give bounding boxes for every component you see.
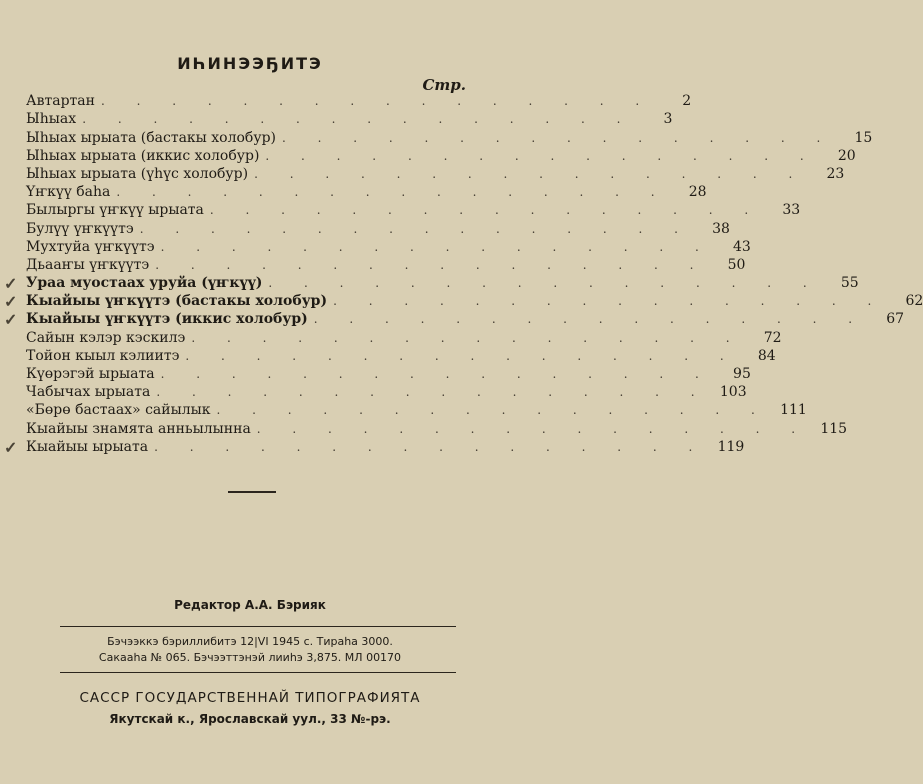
toc-entry-title: Кыайыы знамята анньылынна bbox=[26, 420, 251, 437]
toc-row bbox=[4, 274, 859, 294]
dot-leader: . . . . . . . . . . . . . . . . bbox=[139, 221, 692, 236]
toc-row bbox=[26, 110, 673, 128]
dot-leader: . . . . . . . . . . . . . . . . bbox=[333, 294, 886, 309]
dot-leader: . . . . . . . . . . . . . . . . bbox=[256, 421, 810, 436]
toc-entry-page: 72 bbox=[763, 329, 782, 346]
dot-leader: . . . . . . . . . . . . . . . . bbox=[191, 330, 744, 345]
toc-entry-title: Күөрэгэй ырыата bbox=[26, 366, 155, 382]
toc-row bbox=[4, 437, 745, 457]
toc-entry-title: Былыргы үҥкүү ырыата bbox=[26, 202, 204, 219]
toc-entry-title: Мухтуйа үҥкүүтэ bbox=[26, 238, 155, 255]
dot-leader: . . . . . . . . . . . . . . . . bbox=[209, 203, 763, 218]
toc-entry-page: 67 bbox=[886, 311, 905, 328]
toc-entry-page: 28 bbox=[688, 184, 707, 201]
dot-leader: . . . . . . . . . . . . . . . . bbox=[185, 348, 738, 363]
toc-entry-page: 84 bbox=[757, 347, 776, 364]
toc-entry-page: 103 bbox=[719, 384, 747, 401]
toc-entry-page: 43 bbox=[733, 238, 751, 255]
toc-entry-title: Дьааҥы үҥкүүтэ bbox=[26, 256, 150, 273]
toc-entry-title: Тойон кыыл кэлиитэ bbox=[26, 347, 180, 364]
dot-leader: . . . . . . . . . . . . . . . . bbox=[100, 94, 654, 109]
toc-row bbox=[26, 419, 848, 437]
toc-row bbox=[26, 256, 746, 274]
toc-entry-title: Чабычах ырыата bbox=[26, 384, 151, 401]
dot-leader: . . . . . . . . . . . . . . . . bbox=[160, 239, 713, 254]
toc-row bbox=[26, 92, 692, 110]
dot-leader: . . . . . . . . . . . . . . . . bbox=[154, 439, 707, 454]
toc-row bbox=[26, 183, 707, 201]
dot-leader: . . . . . . . . . . . . . . . . bbox=[116, 185, 669, 200]
toc-row bbox=[26, 128, 873, 146]
toc-row bbox=[26, 401, 807, 419]
toc-entry-page: 95 bbox=[733, 366, 751, 382]
toc-row bbox=[4, 310, 905, 330]
page-column-label: Стр. bbox=[422, 76, 466, 94]
toc-entry-title: Ыһыах ырыата (иккис холобур) bbox=[26, 147, 260, 164]
divider bbox=[228, 491, 276, 493]
toc-entry-title: Кыайыы ырыата bbox=[26, 438, 149, 455]
toc-row bbox=[26, 328, 782, 346]
toc-entry-title: Автартан bbox=[26, 93, 95, 110]
checkmark-icon: ✓ bbox=[4, 274, 18, 294]
editor-line: Редактор А.А. Бэрияк bbox=[174, 598, 326, 612]
toc-entry-title: Ыһыах ырыата (бастакы холобур) bbox=[26, 129, 277, 146]
toc-entry-title: Кыайыы үҥкүүтэ (бастакы холобур) bbox=[26, 293, 328, 310]
toc-row bbox=[26, 383, 747, 401]
rule-bottom bbox=[60, 672, 456, 673]
dot-leader: . . . . . . . . . . . . . . . . bbox=[254, 166, 807, 181]
toc-row bbox=[26, 238, 751, 256]
toc-entry-page: 20 bbox=[837, 147, 856, 164]
toc-entry-page: 119 bbox=[717, 438, 745, 455]
toc-entry-page: 15 bbox=[854, 129, 873, 146]
toc-entry-title: «Бөрө бастаах» сайылык bbox=[26, 402, 211, 419]
table-of-contents bbox=[4, 92, 923, 457]
publisher-address: Якутскай к., Ярославскай уул., 33 №-рэ. bbox=[109, 712, 391, 726]
toc-entry-title: Үҥкүү баһа bbox=[26, 184, 111, 201]
toc-row bbox=[26, 365, 751, 383]
imprint-line-1: Бэчээккэ бэриллибитэ 12|VI 1945 с. Тираһа 3000. bbox=[107, 635, 393, 648]
toc-entry-page: 50 bbox=[727, 256, 746, 273]
toc-row bbox=[26, 147, 856, 165]
dot-leader: . . . . . . . . . . . . . . . . bbox=[268, 276, 821, 291]
dot-leader: . . . . . . . . . . . . . . . . bbox=[313, 312, 867, 327]
dot-leader: . . . . . . . . . . . . . . . . bbox=[265, 148, 818, 163]
page-title: ИҺИНЭЭҔИТЭ bbox=[177, 54, 323, 73]
toc-row bbox=[26, 219, 730, 237]
publisher: САССР ГОСУДАРСТВЕННАЙ ТИПОГРАФИЯТА bbox=[79, 690, 421, 706]
toc-entry-title: Ураа муостаах уруйа (үҥкүү) bbox=[26, 275, 263, 292]
toc-entry-page: 111 bbox=[780, 402, 807, 419]
toc-row bbox=[4, 292, 923, 312]
toc-row bbox=[26, 347, 776, 365]
toc-entry-title: Булүү үҥкүүтэ bbox=[26, 220, 134, 237]
toc-entry-page: 2 bbox=[682, 93, 692, 110]
toc-row bbox=[26, 165, 845, 183]
toc-row bbox=[26, 201, 801, 219]
toc-entry-page: 62 bbox=[905, 293, 923, 310]
toc-entry-page: 38 bbox=[712, 220, 730, 237]
dot-leader: . . . . . . . . . . . . . . . . bbox=[160, 367, 713, 381]
toc-entry-title: Сайын кэлэр кэскилэ bbox=[26, 329, 186, 346]
toc-entry-title: Ыһыах bbox=[26, 111, 77, 128]
toc-entry-page: 55 bbox=[840, 275, 859, 292]
dot-leader: . . . . . . . . . . . . . . . . bbox=[216, 403, 769, 418]
toc-entry-page: 33 bbox=[782, 202, 801, 219]
dot-leader: . . . . . . . . . . . . . . . . bbox=[156, 385, 709, 400]
checkmark-icon: ✓ bbox=[4, 310, 18, 330]
dot-leader: . . . . . . . . . . . . . . . . bbox=[155, 257, 708, 272]
toc-entry-title: Кыайыы үҥкүүтэ (иккис холобур) bbox=[26, 311, 308, 328]
rule-top bbox=[60, 626, 456, 627]
toc-entry-page: 23 bbox=[826, 165, 845, 182]
dot-leader: . . . . . . . . . . . . . . . . bbox=[282, 130, 835, 145]
checkmark-icon: ✓ bbox=[4, 437, 18, 457]
toc-entry-page: 3 bbox=[663, 111, 673, 128]
toc-entry-page: 115 bbox=[820, 420, 848, 437]
dot-leader: . . . . . . . . . . . . . . . . bbox=[82, 112, 635, 127]
toc-entry-title: Ыһыах ырыата (үһүс холобур) bbox=[26, 165, 249, 182]
imprint-line-2: Сакааһа № 065. Бэчээттэнэй лииһэ 3,875. МЛ 00170 bbox=[98, 651, 402, 664]
checkmark-icon: ✓ bbox=[4, 292, 18, 312]
